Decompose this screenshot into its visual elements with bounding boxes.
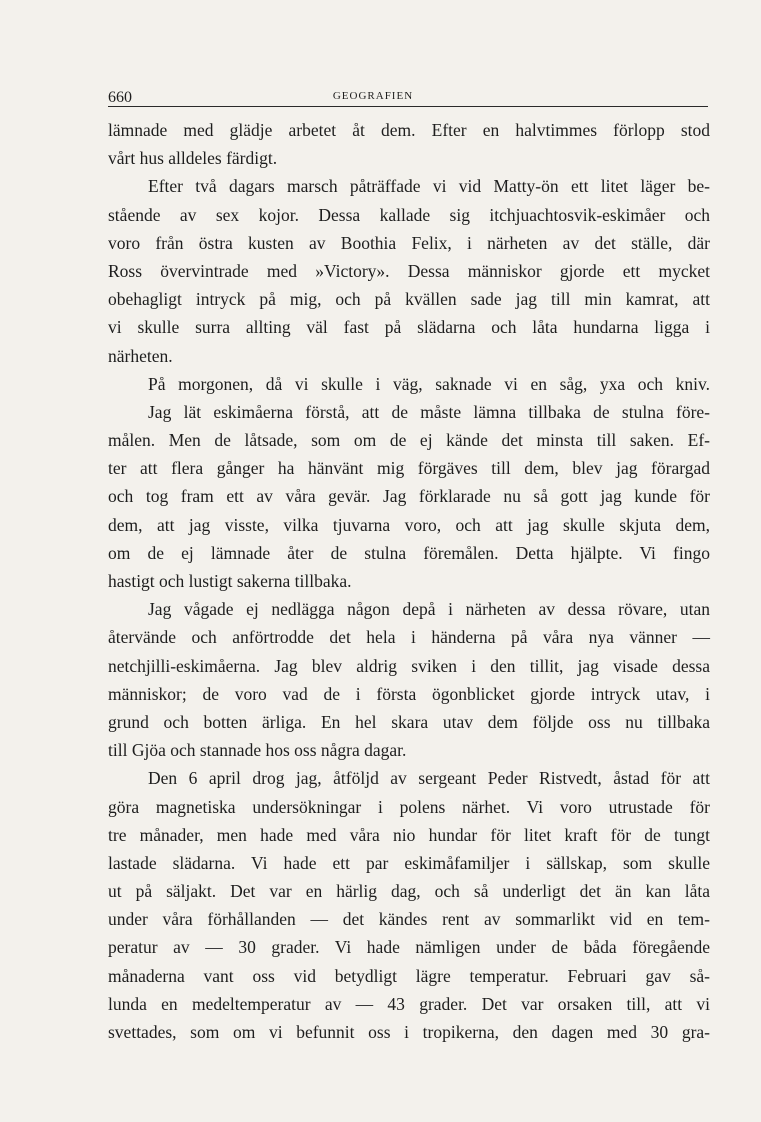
text-line: vi skulle surra allting väl fast på slädarna och låta hundarna ligga i [108, 317, 710, 338]
text-line: Efter två dagars marsch påträffade vi vid Matty-ön ett litet läger be- [148, 176, 710, 197]
text-line: svettades, som om vi befunnit oss i tropikerna, den dagen med 30 gra- [108, 1022, 710, 1042]
text-line: hastigt och lustigt sakerna tillbaka. [108, 571, 352, 591]
text-line: ut på säljakt. Det var en härlig dag, och så underligt det än kan låta [108, 881, 710, 902]
text-line: ter att flera gånger ha hänvänt mig förgäves till dem, blev jag förargad [108, 458, 710, 479]
text-line: vårt hus alldeles färdigt. [108, 148, 278, 169]
text-line: På morgonen, då vi skulle i väg, saknade vi en såg, yxa och kniv. [148, 373, 710, 394]
text-line: voro från östra kusten av Boothia Felix, i närheten av det ställe, där [108, 232, 710, 253]
text-line: lunda en medeltemperatur av — 43 grader. Det var orsaken till, att vi [108, 993, 710, 1014]
running-title: GEOGRAFIEN [332, 90, 414, 102]
text-line: Jag vågade ej nedlägga någon depå i närheten av dessa rövare, utan [148, 599, 710, 620]
text-line: tre månader, men hade med våra nio hundar för litet kraft för de tungt [108, 824, 710, 845]
text-line: återvände och anförtrodde det hela i händerna på våra nya vänner — [108, 627, 710, 648]
text-line: under våra förhållanden — det kändes rent av sommarlikt vid en tem- [108, 909, 710, 930]
text-line: Den 6 april drog jag, åtföljd av sergeant Peder Ristvedt, åstad för att [148, 768, 710, 789]
text-line: dem, att jag visste, vilka tjuvarna voro, och att jag skulle skjuta dem, [108, 514, 710, 535]
text-line: stående av sex kojor. Dessa kallade sig itchjuachtosvik-eskimåer och [108, 204, 710, 225]
text-line: lastade slädarna. Vi hade ett par eskimåfamiljer i sällskap, som skulle [108, 852, 710, 873]
text-line: obehagligt intryck på mig, och på kvällen sade jag till min kamrat, att [108, 289, 710, 310]
running-head [108, 86, 708, 108]
text-line: människor; de voro vad de i första ögonblicket gjorde intryck utav, i [108, 683, 710, 704]
text-line: närheten. [108, 345, 173, 366]
text-line: målen. Men de låtsade, som om de ej kände det minsta till saken. Ef- [108, 430, 710, 451]
text-line: Ross övervintrade med »Victory». Dessa människor gjorde ett mycket [108, 260, 710, 281]
text-line: grund och botten ärliga. En hel skara utav dem följde oss nu tillbaka [108, 711, 710, 732]
text-line: Jag lät eskimåerna förstå, att de måste lämna tillbaka de stulna före- [148, 401, 710, 422]
page-number: 660 [108, 89, 132, 106]
text-line: och tog fram ett av våra gevär. Jag förklarade nu så gott jag kunde för [108, 486, 710, 507]
text-line: om de ej lämnade åter de stulna föremålen. Detta hjälpte. Vi fingo [108, 542, 710, 563]
text-line: lämnade med glädje arbetet åt dem. Efter en halvtimmes förlopp stod [108, 120, 710, 140]
text-line: netchjilli-eskimåerna. Jag blev aldrig sviken i den tillit, jag visade dessa [108, 655, 710, 676]
text-line: till Gjöa och stannade hos oss några dagar. [108, 740, 407, 761]
text-line: månaderna vant oss vid betydligt lägre temperatur. Februari gav så- [108, 965, 710, 986]
body-text [108, 116, 710, 1046]
text-line: göra magnetiska undersökningar i polens närhet. Vi voro utrustade för [108, 796, 710, 817]
header-rule [108, 106, 708, 107]
text-line: peratur av — 30 grader. Vi hade nämligen under de båda föregående [108, 937, 710, 958]
